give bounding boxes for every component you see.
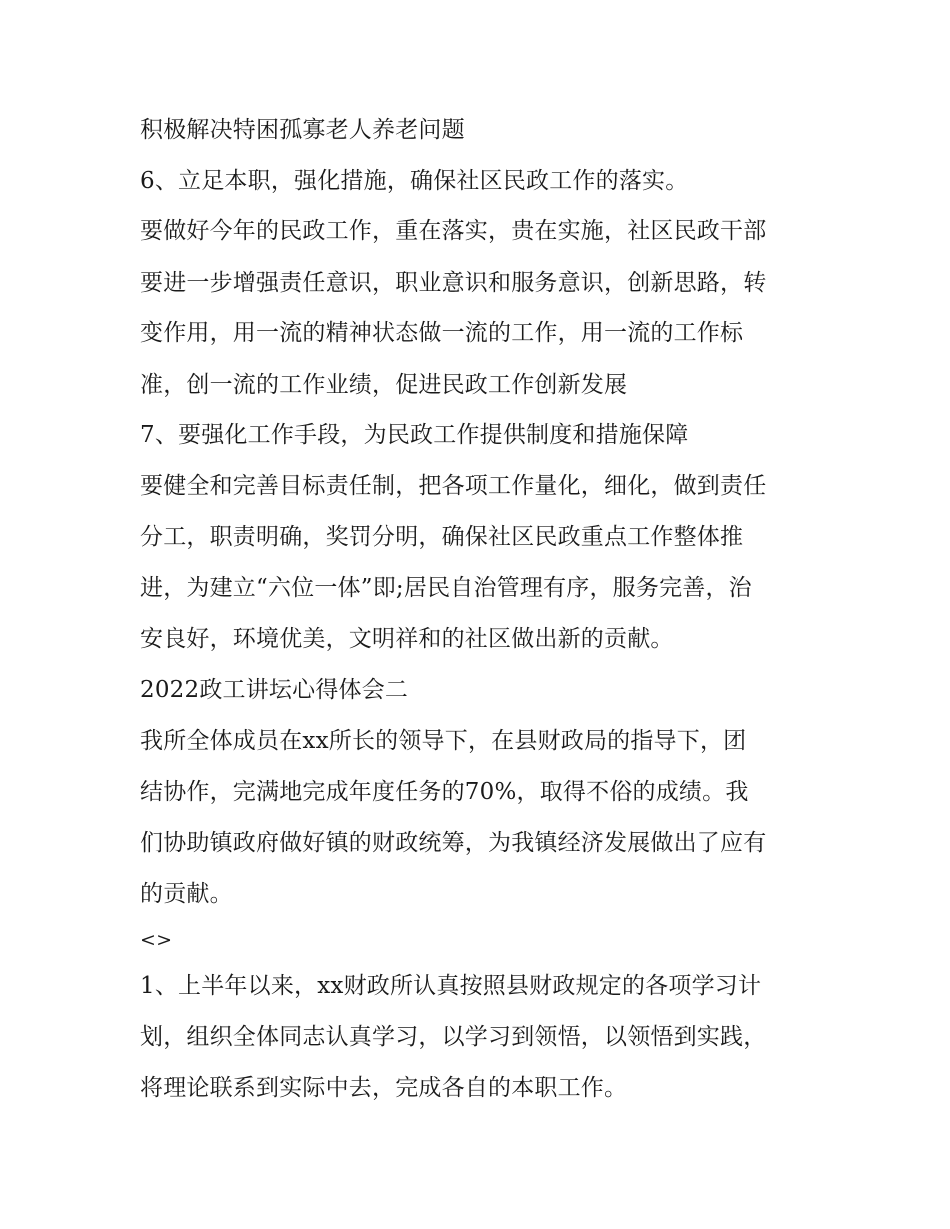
text-line: 将理论联系到实际中去，完成各自的本职工作。 <box>140 1075 628 1101</box>
text-line: 准，创一流的工作业绩，促进民政工作创新发展 <box>140 372 628 398</box>
text-line: 7、要强化工作手段，为民政工作提供制度和措施保障 <box>140 422 689 448</box>
text-line: 积极解决特困孤寡老人养老问题 <box>140 117 465 143</box>
text-line: 们协助镇政府做好镇的财政统筹，为我镇经济发展做出了应有 <box>140 830 767 856</box>
text-line: 变作用，用一流的精神状态做一流的工作，用一流的工作标 <box>140 320 744 346</box>
text-line: 安良好，环境优美，文明祥和的社区做出新的贡献。 <box>140 626 674 652</box>
text-line: 的贡献。 <box>140 881 233 907</box>
section-heading: 2022政工讲坛心得体会二 <box>140 677 409 703</box>
text-line: 划，组织全体同志认真学习，以学习到领悟，以领悟到实践， <box>140 1024 767 1050</box>
text-line: 分工，职责明确，奖罚分明，确保社区民政重点工作整体推 <box>140 524 744 550</box>
text-line: 进，为建立“六位一体”即;居民自治管理有序，服务完善，治 <box>140 575 752 601</box>
text-line: 要进一步增强责任意识，职业意识和服务意识，创新思路，转 <box>140 270 767 296</box>
text-line: 1、上半年以来，xx财政所认真按照县财政规定的各项学习计 <box>140 973 762 999</box>
text-line: 要健全和完善目标责任制，把各项工作量化，细化，做到责任 <box>140 473 767 499</box>
text-line: <> <box>140 929 173 951</box>
text-line: 6、立足本职，强化措施，确保社区民政工作的落实。 <box>140 168 689 194</box>
text-line: 结协作，完满地完成年度任务的70%，取得不俗的成绩。我 <box>140 779 749 805</box>
text-line: 我所全体成员在xx所长的领导下，在县财政局的指导下，团 <box>140 728 747 754</box>
text-line: 要做好今年的民政工作，重在落实，贵在实施，社区民政干部 <box>140 218 767 244</box>
